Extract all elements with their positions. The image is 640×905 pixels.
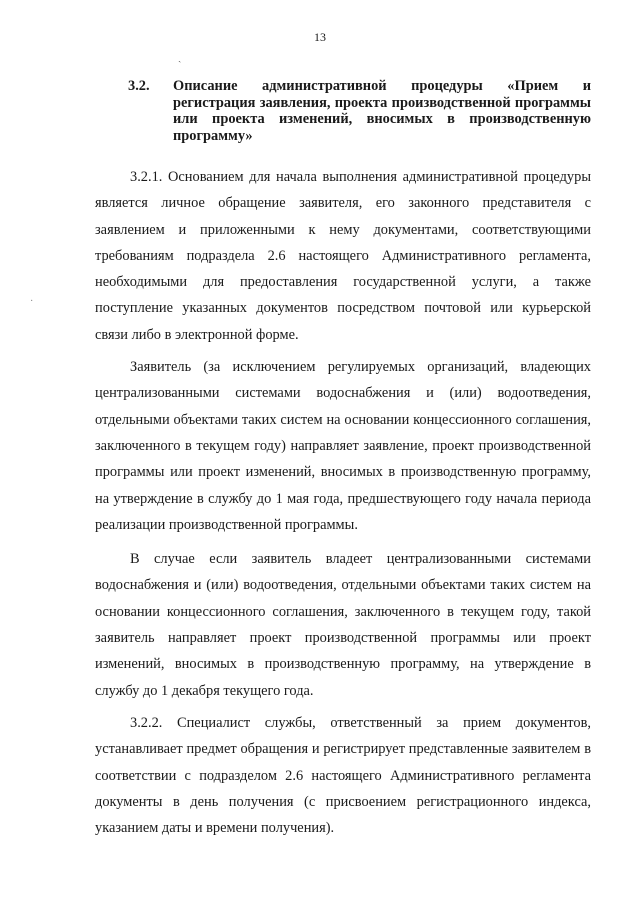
- section-heading: [95, 78, 591, 144]
- paragraph-applicant-deadline: Заявитель (за исключением регулируемых организаций, владеющих централизованными системами водоснабжения и (или) водоотведения, отдельными объектами таких систем на основании концессионного соглашения, заключенного в текущем году) направляет заявление, проект производственной программы или проект изменений, вносимых в производственную программу, на утверждение в службу до 1 мая года, предшествующего году начала периода реализации производственной программы.: [95, 359, 591, 533]
- scan-artifact-mark: ˏ: [178, 52, 182, 63]
- section-number: 3.2.: [128, 78, 150, 94]
- paragraph-concession-case: В случае если заявитель владеет централизованными системами водоснабжения и (или) водоотведения, отдельными объектами таких систем на основании концессионного соглашения, заключенного в текущем году, такой заявитель направляет проект производственной программы или проект изменений, вносимых в производственную программу, на утверждение в службу до 1 декабря текущего года.: [95, 551, 591, 699]
- document-body: [95, 78, 591, 841]
- paragraph-3-2-2: 3.2.2. Специалист службы, ответственный за прием документов, устанавливает предмет обращения и регистрирует представленные заявителем в соответствии с подразделом 2.6 настоящего Административного регламента документы в день получения (с присвоением регистрационного индекса, указанием даты и времени получения).: [95, 714, 591, 837]
- margin-artifact-mark: ·: [30, 296, 34, 307]
- section-title: Описание административной процедуры «Прием и регистрация заявления, проекта производственной программы или проекта изменений, вносимых в производственную программу»: [173, 78, 591, 144]
- page-number: 13: [314, 30, 326, 44]
- paragraph-3-2-1: 3.2.1. Основанием для начала выполнения административной процедуры является личное обращение заявителя, его законного представителя с заявлением и приложенными к нему документами, соответствующими требованиям подраздела 2.6 настоящего Административного регламента, необходимыми для предоставления государственной услуги, а также поступление указанных документов посредством почтовой или курьерской связи либо в электронной форме.: [95, 169, 591, 343]
